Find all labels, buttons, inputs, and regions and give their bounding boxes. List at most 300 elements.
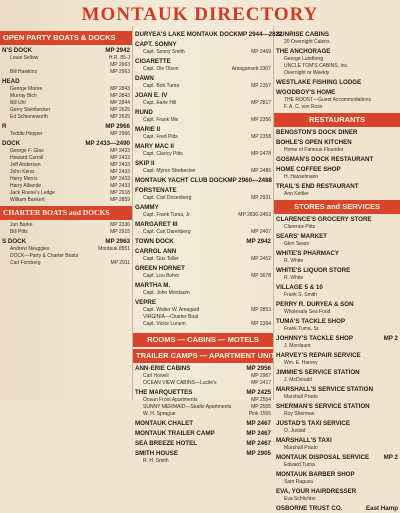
entry-phone: MP 2357 bbox=[251, 83, 271, 89]
directory-entry bbox=[133, 458, 273, 465]
listing bbox=[0, 47, 132, 204]
entry-name: Jun Barke bbox=[10, 222, 33, 228]
directory-entry bbox=[0, 176, 132, 183]
entry-name: GAMMY bbox=[135, 204, 159, 211]
entry-phone: MP 2433 bbox=[110, 162, 130, 168]
entry-phone: MP 2859 bbox=[110, 197, 130, 203]
directory-entry bbox=[133, 411, 273, 418]
entry-name: MARIE II bbox=[135, 126, 161, 133]
directory-entry bbox=[274, 191, 400, 198]
entry-name: VIRGINIA—Charter Boat bbox=[143, 314, 199, 320]
directory-entry bbox=[0, 155, 132, 162]
entry-name: Louie Sellow bbox=[10, 55, 39, 61]
directory-entry bbox=[274, 369, 400, 377]
entry-name: J. McDonald bbox=[284, 377, 312, 383]
entry-name: HOME COFFEE SHOP bbox=[276, 166, 341, 173]
directory-entry bbox=[133, 282, 273, 290]
directory-entry bbox=[0, 162, 132, 169]
entry-name: Capt. Frank Tuma, Jr. bbox=[143, 212, 192, 218]
directory-entry bbox=[274, 403, 400, 411]
entry-name: R bbox=[2, 123, 7, 130]
entry-name: Home of Famous Flounder bbox=[284, 147, 344, 153]
directory-entry bbox=[133, 75, 273, 83]
directory-entry bbox=[133, 151, 273, 158]
directory-entry bbox=[274, 216, 400, 224]
entry-name: Capt. Clancy Pitts bbox=[143, 151, 183, 157]
directory-entry bbox=[133, 265, 273, 273]
entry-name: WHITE'S LIQUOR STORE bbox=[276, 267, 351, 274]
entry-name: JOHNNY'S TACKLE SHOP bbox=[276, 335, 353, 342]
entry-name: Gerry Steinbecker bbox=[10, 107, 51, 113]
entry-phone: H.R. 85-J bbox=[108, 55, 130, 61]
entry-phone: MP 2425 bbox=[246, 389, 271, 396]
entry-name: Frank S. Smith bbox=[284, 292, 318, 298]
directory-entry bbox=[274, 89, 400, 97]
entry-name: SUNNY MERMAID—Studio Apartments bbox=[143, 404, 232, 410]
entry-phone: East Hamp bbox=[366, 505, 398, 512]
directory-entry bbox=[133, 187, 273, 195]
entry-name: Capt. Lou Bohm bbox=[143, 273, 180, 279]
entry-name: MARGARET III bbox=[135, 221, 178, 228]
entry-phone: MP 2478 bbox=[251, 151, 271, 157]
entry-phone: MP 2433 bbox=[110, 176, 130, 182]
directory-entry bbox=[0, 246, 132, 253]
directory-entry bbox=[0, 131, 132, 138]
entry-name: Capt. Bob Tuma bbox=[143, 83, 180, 89]
directory-entry bbox=[133, 404, 273, 411]
entry-name: Capt. Carl Darenberg bbox=[143, 229, 191, 235]
entry-name: Capt. Walter W. Amagard bbox=[143, 307, 200, 313]
listing bbox=[133, 248, 273, 328]
directory-entry bbox=[274, 411, 400, 418]
entry-name: Marshall Prado bbox=[284, 445, 318, 451]
entry-phone: MP 2844 bbox=[110, 100, 130, 106]
entry-phone: MP 2963 bbox=[105, 238, 130, 245]
entry-name: Wholesale Sea Food bbox=[284, 309, 331, 315]
directory-entry bbox=[274, 97, 400, 104]
directory-entry bbox=[0, 253, 132, 260]
directory-entry bbox=[133, 109, 273, 117]
directory-entry bbox=[0, 55, 132, 62]
entry-phone: MP 2469 bbox=[251, 49, 271, 55]
entry-name: George Lundberg bbox=[284, 56, 324, 62]
directory-entry bbox=[0, 100, 132, 107]
directory-entry bbox=[133, 221, 273, 229]
entry-name: WOODBOY'S HOME bbox=[276, 89, 336, 96]
directory-entry bbox=[274, 79, 400, 87]
entry-phone: MP 2554 bbox=[251, 397, 271, 403]
entry-name: TUMA'S TACKLE SHOP bbox=[276, 318, 346, 325]
entry-name: Sam Ragusa bbox=[284, 479, 313, 485]
entry-name: J. Mordaunt bbox=[284, 343, 311, 349]
directory-entry bbox=[0, 260, 132, 267]
entry-name: MARTHA M. bbox=[135, 282, 171, 289]
directory-entry bbox=[274, 233, 400, 241]
entry-phone: MP 2394 bbox=[251, 321, 271, 327]
directory-entry bbox=[0, 140, 132, 148]
directory-entry bbox=[274, 139, 400, 147]
directory-entry bbox=[0, 47, 132, 55]
listing bbox=[133, 187, 273, 236]
directory-entry bbox=[274, 488, 400, 496]
entry-name: MONTAUK CHALET bbox=[135, 420, 193, 427]
entry-name: EVA, YOUR HAIRDRESSER bbox=[276, 488, 357, 495]
entry-name: S DOCK bbox=[2, 238, 27, 245]
section-header: CHARTER BOATS and DOCKS bbox=[0, 206, 132, 220]
entry-name: John Kiesz bbox=[10, 169, 35, 175]
entry-name: MONTAUK DISPOSAL SERVICE bbox=[276, 454, 370, 461]
directory-entry bbox=[133, 307, 273, 314]
entry-name: Murray Bich bbox=[10, 93, 37, 99]
directory-entry bbox=[274, 318, 400, 326]
directory-entry bbox=[274, 326, 400, 333]
directory-entry bbox=[133, 420, 273, 428]
entry-phone: MP 2843 bbox=[110, 86, 130, 92]
entry-phone: MP 2830-2453 bbox=[238, 212, 271, 218]
column-right bbox=[274, 29, 400, 512]
directory-entry bbox=[133, 126, 273, 134]
entry-phone: Montauk 8551 bbox=[98, 246, 130, 252]
entry-name: Bill Uhl bbox=[10, 100, 26, 106]
dock-header: TOWN DOCK MP 2942 bbox=[135, 238, 271, 245]
entry-phone: MP 2817 bbox=[251, 100, 271, 106]
dock-header: MONTAUK YACHT CLUB DOCK MP 2960—2488 bbox=[135, 177, 272, 184]
directory-entry bbox=[133, 212, 273, 219]
directory-entry bbox=[0, 114, 132, 121]
directory-entry bbox=[274, 147, 400, 154]
directory-entry bbox=[133, 117, 273, 124]
directory-entry bbox=[274, 360, 400, 367]
directory-entry bbox=[274, 471, 400, 479]
entry-phone: MP 3678 bbox=[251, 273, 271, 279]
directory-entry bbox=[133, 168, 273, 175]
entry-name: Overnight or Weekly bbox=[284, 70, 330, 76]
directory-entry bbox=[0, 229, 132, 236]
entry-phone: Amagansett 2307 bbox=[231, 66, 271, 72]
directory-entry bbox=[0, 222, 132, 229]
entry-name: Capt. Myron Strebecker bbox=[143, 168, 196, 174]
directory-entry bbox=[0, 169, 132, 176]
entry-name: Howard Carroll bbox=[10, 155, 44, 161]
directory-entry bbox=[133, 49, 273, 56]
entry-name: CIGARETTE bbox=[135, 58, 171, 65]
directory-entry bbox=[274, 104, 400, 111]
entry-name: RUND bbox=[135, 109, 153, 116]
column-middle bbox=[133, 29, 283, 464]
directory-entry bbox=[274, 63, 400, 70]
listing bbox=[133, 41, 273, 175]
directory-entry bbox=[274, 352, 400, 360]
section-header: STORES and SERVICES bbox=[274, 200, 400, 214]
directory-entry bbox=[133, 143, 273, 151]
entry-name: HARVEY'S REPAIR SERVICE bbox=[276, 352, 361, 359]
entry-name: TRAIL'S END RESTAURANT bbox=[276, 183, 359, 190]
entry-phone: MP 2433 bbox=[110, 183, 130, 189]
entry-name: Jack Roese's Ledge bbox=[10, 190, 55, 196]
entry-name: THE ANCHORAGE bbox=[276, 48, 331, 55]
entry-name: WESTLAKE FISHING LODGE bbox=[276, 79, 362, 86]
directory-entry bbox=[274, 496, 400, 503]
entry-name: SHERMAN'S SERVICE STATION bbox=[276, 403, 370, 410]
entry-phone: MP 2336 bbox=[110, 222, 130, 228]
entry-name: Capt. Frank Mix bbox=[143, 117, 179, 123]
entry-name: THE ROOST—Guest Accommodations bbox=[284, 97, 371, 103]
directory-entry bbox=[133, 299, 273, 307]
entry-name: SEA BREEZE HOTEL bbox=[135, 440, 197, 447]
entry-name: JIMMIE'S SERVICE STATION bbox=[276, 369, 360, 376]
entry-name: SKIP II bbox=[135, 160, 155, 167]
directory-entry bbox=[0, 123, 132, 131]
directory-entry bbox=[133, 440, 273, 448]
entry-name: H. Hasselmann bbox=[284, 174, 319, 180]
directory-entry bbox=[274, 267, 400, 275]
directory-entry bbox=[133, 450, 273, 458]
entry-name: Capt. Victor Lunem bbox=[143, 321, 186, 327]
page-title: MONTAUK DIRECTORY bbox=[81, 4, 319, 25]
column-left bbox=[0, 29, 132, 400]
directory-entry bbox=[274, 343, 400, 350]
directory-entry bbox=[0, 148, 132, 155]
entry-name: OCEAN VIEW CABINS—Lucile's bbox=[143, 380, 217, 386]
entry-name: F. A. C. von Ross bbox=[284, 104, 323, 110]
entry-name: Bill Pitts bbox=[10, 229, 28, 235]
listing bbox=[133, 365, 273, 465]
directory-entry bbox=[274, 241, 400, 248]
directory-entry bbox=[274, 420, 400, 428]
entry-name: MONTAUK BARBER SHOP bbox=[276, 471, 355, 478]
entry-phone: MP 2963 bbox=[110, 62, 130, 68]
directory-entry bbox=[133, 58, 273, 66]
entry-name: Edward Tuma bbox=[284, 462, 315, 468]
entry-name: Frank Tuma, Sr. bbox=[284, 326, 320, 332]
directory-entry bbox=[133, 229, 273, 236]
entry-name: Clarence Pitts bbox=[284, 224, 316, 230]
entry-name: Capt. John Mordaum bbox=[143, 290, 190, 296]
entry-name: Wm. E. Harvey bbox=[284, 360, 318, 366]
directory-entry bbox=[274, 445, 400, 452]
listing bbox=[274, 129, 400, 198]
entry-name: CAPT. SONNY bbox=[135, 41, 177, 48]
entry-name: Capt. Fred Pitts bbox=[143, 134, 178, 140]
entry-name: Bill Hawkins bbox=[10, 69, 37, 75]
entry-name: Glen Sears bbox=[284, 241, 310, 247]
entry-name: THE MARQUETTES bbox=[135, 389, 193, 396]
directory-entry bbox=[274, 250, 400, 258]
entry-phone: MP 2918 bbox=[110, 190, 130, 196]
entry-name: OSBORNE TRUST CO. bbox=[276, 505, 343, 512]
entry-name: FORSTENATE bbox=[135, 187, 177, 194]
entry-name: MARY MAC II bbox=[135, 143, 174, 150]
entry-phone: MP 2625 bbox=[110, 114, 130, 120]
entry-phone: MP 2966 bbox=[105, 123, 130, 130]
entry-phone: MP 2417 bbox=[251, 380, 271, 386]
entry-name: WHITE'S PHARMACY bbox=[276, 250, 340, 257]
directory-entry bbox=[133, 160, 273, 168]
section-header: ROOMS — CABINS — MOTELS bbox=[133, 333, 273, 347]
entry-phone: MP 2843 bbox=[110, 93, 130, 99]
entry-name: O. Justad bbox=[284, 428, 306, 434]
section-header: TRAILER CAMPS — APARTMENT UNITS bbox=[133, 349, 273, 363]
directory-entry bbox=[274, 275, 400, 282]
directory-entry bbox=[0, 190, 132, 197]
entry-name: PERRY R. DURYEA & SON bbox=[276, 301, 354, 308]
listing bbox=[274, 216, 400, 513]
entry-name: Capt. Carl Dosenberg bbox=[143, 195, 192, 201]
entry-phone: MP 2407 bbox=[251, 229, 271, 235]
entry-name: DOCK—Party & Charter Boats bbox=[10, 253, 79, 259]
entry-name: VILLAGE 5 & 10 bbox=[276, 284, 323, 291]
entry-name: MONTAUK TRAILER CAMP bbox=[135, 430, 215, 437]
entry-phone: MP 2 bbox=[383, 335, 398, 342]
directory-entry bbox=[274, 479, 400, 486]
entry-name: Capt. Gus Teller bbox=[143, 256, 179, 262]
entry-phone: MP 2356 bbox=[251, 117, 271, 123]
entry-phone: MP 2931 bbox=[251, 195, 271, 201]
directory-entry bbox=[274, 309, 400, 316]
entry-name: Capt. Ole Olson bbox=[143, 66, 179, 72]
directory-entry bbox=[274, 56, 400, 63]
entry-name: Marshall Prado bbox=[284, 394, 318, 400]
entry-name: Eva Schlichter bbox=[284, 496, 316, 502]
entry-phone: MP 2625 bbox=[110, 107, 130, 113]
section-header: OPEN PARTY BOATS & DOCKS bbox=[0, 31, 132, 45]
entry-name: N'S DOCK bbox=[2, 47, 33, 54]
entry-name: MARSHALL'S TAXI bbox=[276, 437, 332, 444]
directory-entry bbox=[274, 183, 400, 191]
directory-entry bbox=[274, 428, 400, 435]
directory-entry bbox=[133, 248, 273, 256]
entry-name: CARROL ANN bbox=[135, 248, 177, 255]
directory-entry bbox=[274, 156, 400, 164]
dock-header: DURYEA'S LAKE MONTAUK DOCK MP 2944—2822 bbox=[135, 31, 283, 38]
directory-entry bbox=[274, 505, 400, 513]
entry-name: DOCK bbox=[2, 140, 21, 147]
entry-name: VEPRE bbox=[135, 299, 156, 306]
directory-entry bbox=[274, 129, 400, 137]
entry-name: R. White bbox=[284, 275, 304, 281]
directory-entry bbox=[133, 100, 273, 107]
directory-entry bbox=[274, 258, 400, 265]
directory-entry bbox=[274, 31, 400, 39]
entry-name: GREEN HORNET bbox=[135, 265, 185, 272]
entry-phone: MP 2433 bbox=[110, 169, 130, 175]
directory-entry bbox=[274, 48, 400, 56]
directory-entry bbox=[133, 92, 273, 100]
entry-name: SUNRISE CABINS bbox=[276, 31, 329, 38]
directory-entry bbox=[274, 70, 400, 77]
entry-phone: Pink 1555 bbox=[248, 411, 271, 417]
entry-name: BOHLE'S OPEN KITCHEN bbox=[276, 139, 352, 146]
entry-name: Andrew Neuggies bbox=[10, 246, 50, 252]
directory-entry bbox=[133, 365, 273, 373]
directory-entry bbox=[0, 183, 132, 190]
directory-entry bbox=[0, 197, 132, 204]
directory-entry bbox=[133, 373, 273, 380]
directory-entry bbox=[133, 83, 273, 90]
entry-name: Teddie Hopper bbox=[10, 131, 43, 137]
entry-phone: MP 2853 bbox=[251, 307, 271, 313]
entry-phone: MP 2433—2490 bbox=[85, 140, 130, 147]
directory-entry bbox=[274, 335, 400, 343]
directory-entry bbox=[133, 290, 273, 297]
entry-phone: MP 2467 bbox=[246, 440, 271, 447]
entry-name: Capt. Earle Hill bbox=[143, 100, 177, 106]
directory-entry bbox=[133, 397, 273, 404]
entry-name: BENGSTON'S DOCK DINER bbox=[276, 129, 358, 136]
directory-entry bbox=[133, 195, 273, 202]
entry-phone: MP 2966 bbox=[110, 131, 130, 137]
entry-name: R. White bbox=[284, 258, 304, 264]
entry-phone: MP 2486 bbox=[251, 168, 271, 174]
directory-entry bbox=[274, 377, 400, 384]
directory-entry bbox=[133, 430, 273, 438]
directory-entry bbox=[133, 321, 273, 328]
entry-name: Ann Kettler bbox=[284, 191, 309, 197]
entry-name: William Bankert bbox=[10, 197, 45, 203]
directory-entry bbox=[274, 454, 400, 462]
entry-name: George F. Glas bbox=[10, 148, 44, 154]
entry-name: George Moore bbox=[10, 86, 43, 92]
directory-entry bbox=[0, 69, 132, 76]
directory-entry bbox=[274, 284, 400, 292]
entry-name: GOSMAN'S DOCK RESTAURANT bbox=[276, 156, 374, 163]
directory-entry bbox=[133, 134, 273, 141]
entry-name: Carl Forsberg bbox=[10, 260, 41, 266]
directory-entry bbox=[133, 380, 273, 387]
directory-entry bbox=[274, 224, 400, 231]
directory-entry bbox=[133, 256, 273, 263]
entry-name: R. H. Smith bbox=[143, 458, 169, 464]
entry-phone: MP 2905 bbox=[246, 450, 271, 457]
entry-name: Ocean Front Apartments bbox=[143, 397, 198, 403]
entry-name: Harry Alliande bbox=[10, 183, 42, 189]
directory-entry bbox=[133, 66, 273, 73]
directory-entry bbox=[0, 93, 132, 100]
entry-phone: MP 2433 bbox=[110, 155, 130, 161]
entry-name: JOAN E. IV bbox=[135, 92, 168, 99]
entry-name: HEAD bbox=[2, 78, 20, 85]
entry-name: Carl Howell bbox=[143, 373, 169, 379]
entry-phone: MP 2467 bbox=[246, 430, 271, 437]
listing bbox=[274, 31, 400, 111]
entry-name: Roy Sherman bbox=[284, 411, 315, 417]
directory-entry bbox=[0, 78, 132, 86]
entry-name: UNCLE TOM'S CABINS, Inc. bbox=[284, 63, 349, 69]
directory-entry bbox=[274, 174, 400, 181]
directory-entry bbox=[274, 394, 400, 401]
directory-entry bbox=[274, 462, 400, 469]
directory-entry bbox=[133, 389, 273, 397]
entry-phone: MP 2555 bbox=[251, 404, 271, 410]
entry-name: W. H. Sprague bbox=[143, 411, 176, 417]
directory-entry bbox=[274, 39, 400, 46]
directory-entry bbox=[0, 238, 132, 246]
entry-name: SMITH HOUSE bbox=[135, 450, 178, 457]
entry-phone: MP 2942 bbox=[105, 47, 130, 54]
entry-name: Jeff Anderson bbox=[10, 162, 41, 168]
directory-entry bbox=[133, 314, 273, 321]
directory-entry bbox=[0, 62, 132, 69]
directory-entry bbox=[0, 86, 132, 93]
entry-name: ANN-ERIE CABINS bbox=[135, 365, 191, 372]
entry-name: CLARENCE'S GROCERY STORE bbox=[276, 216, 372, 223]
entry-name: SEARS' MARKET bbox=[276, 233, 327, 240]
entry-name: MARSHALL'S SERVICE STATION bbox=[276, 386, 374, 393]
directory-entry bbox=[274, 301, 400, 309]
entry-phone: MP 2963 bbox=[110, 69, 130, 75]
directory-entry bbox=[274, 292, 400, 299]
directory-entry bbox=[274, 166, 400, 174]
